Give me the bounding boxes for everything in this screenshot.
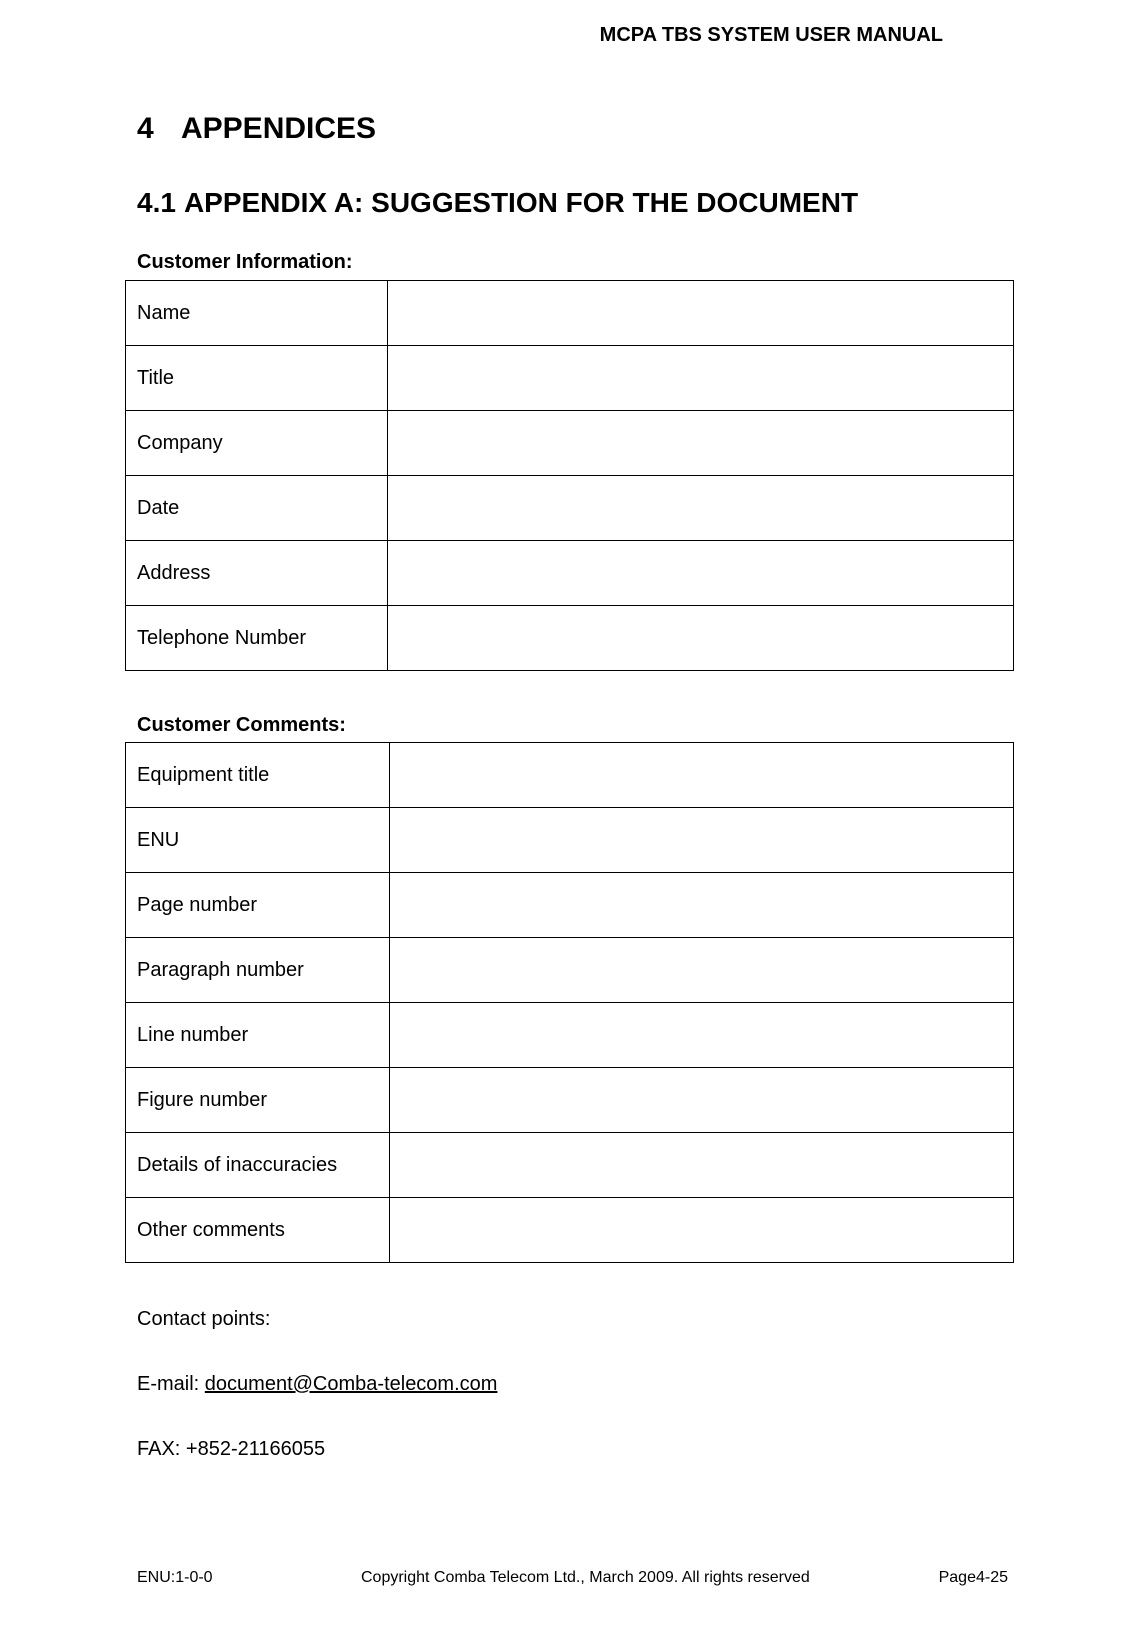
table-row (126, 808, 1014, 873)
table-row (126, 411, 1014, 476)
field-label: Name (126, 281, 388, 346)
fax-number: +852-21166055 (185, 1438, 326, 1460)
table-row (126, 346, 1014, 411)
table-row (126, 281, 1014, 346)
table-row (126, 1068, 1014, 1133)
field-value-cell[interactable] (390, 873, 1014, 938)
field-label: Line number (126, 1003, 390, 1068)
field-value-cell[interactable] (390, 1133, 1014, 1198)
section-heading (137, 187, 858, 219)
field-value-cell[interactable] (388, 411, 1014, 476)
field-label: Date (126, 476, 388, 541)
field-value-cell[interactable] (388, 346, 1014, 411)
field-value-cell[interactable] (390, 1068, 1014, 1133)
contact-points-heading: Contact points: (137, 1308, 271, 1330)
field-value-cell[interactable] (390, 743, 1014, 808)
customer-comments-label: Customer Comments: (137, 714, 346, 736)
email-link[interactable]: document@Comba-telecom.com (204, 1373, 498, 1395)
fax-label: FAX: (137, 1438, 181, 1460)
footer-copyright: Copyright Comba Telecom Ltd., March 2009. All rights reserved (361, 1569, 810, 1586)
table-row (126, 873, 1014, 938)
field-label: Figure number (126, 1068, 390, 1133)
table-row (126, 938, 1014, 1003)
table-row (126, 1133, 1014, 1198)
table-row (126, 476, 1014, 541)
running-header: MCPA TBS SYSTEM USER MANUAL (599, 24, 943, 46)
field-value-cell[interactable] (388, 606, 1014, 671)
contact-fax-line (137, 1438, 325, 1461)
field-value-cell[interactable] (388, 281, 1014, 346)
field-value-cell[interactable] (390, 808, 1014, 873)
field-value-cell[interactable] (388, 476, 1014, 541)
field-label: Other comments (126, 1198, 390, 1263)
section-title: APPENDIX A: SUGGESTION FOR THE DOCUMENT (183, 187, 859, 218)
field-label: Address (126, 541, 388, 606)
footer-version: ENU:1-0-0 (137, 1569, 213, 1586)
footer-page-number: Page4-25 (938, 1569, 1008, 1586)
table-row (126, 541, 1014, 606)
chapter-title: APPENDICES (181, 112, 377, 145)
chapter-number: 4 (137, 112, 154, 145)
field-label: Equipment title (126, 743, 390, 808)
customer-comments-table (125, 742, 1014, 1263)
field-label: Details of inaccuracies (126, 1133, 390, 1198)
table-row (126, 743, 1014, 808)
field-value-cell[interactable] (388, 541, 1014, 606)
table-row (126, 1198, 1014, 1263)
contact-email-line (137, 1373, 497, 1396)
field-label: Paragraph number (126, 938, 390, 1003)
email-label: E-mail: (137, 1373, 200, 1395)
field-value-cell[interactable] (390, 1198, 1014, 1263)
field-label: Page number (126, 873, 390, 938)
field-label: Telephone Number (126, 606, 388, 671)
chapter-heading (137, 112, 376, 146)
field-label: Company (126, 411, 388, 476)
field-value-cell[interactable] (390, 938, 1014, 1003)
section-number: 4.1 (137, 187, 176, 218)
table-row (126, 606, 1014, 671)
field-label: Title (126, 346, 388, 411)
customer-information-label: Customer Information: (137, 251, 353, 273)
customer-information-table (125, 280, 1014, 671)
field-value-cell[interactable] (390, 1003, 1014, 1068)
table-row (126, 1003, 1014, 1068)
field-label: ENU (126, 808, 390, 873)
